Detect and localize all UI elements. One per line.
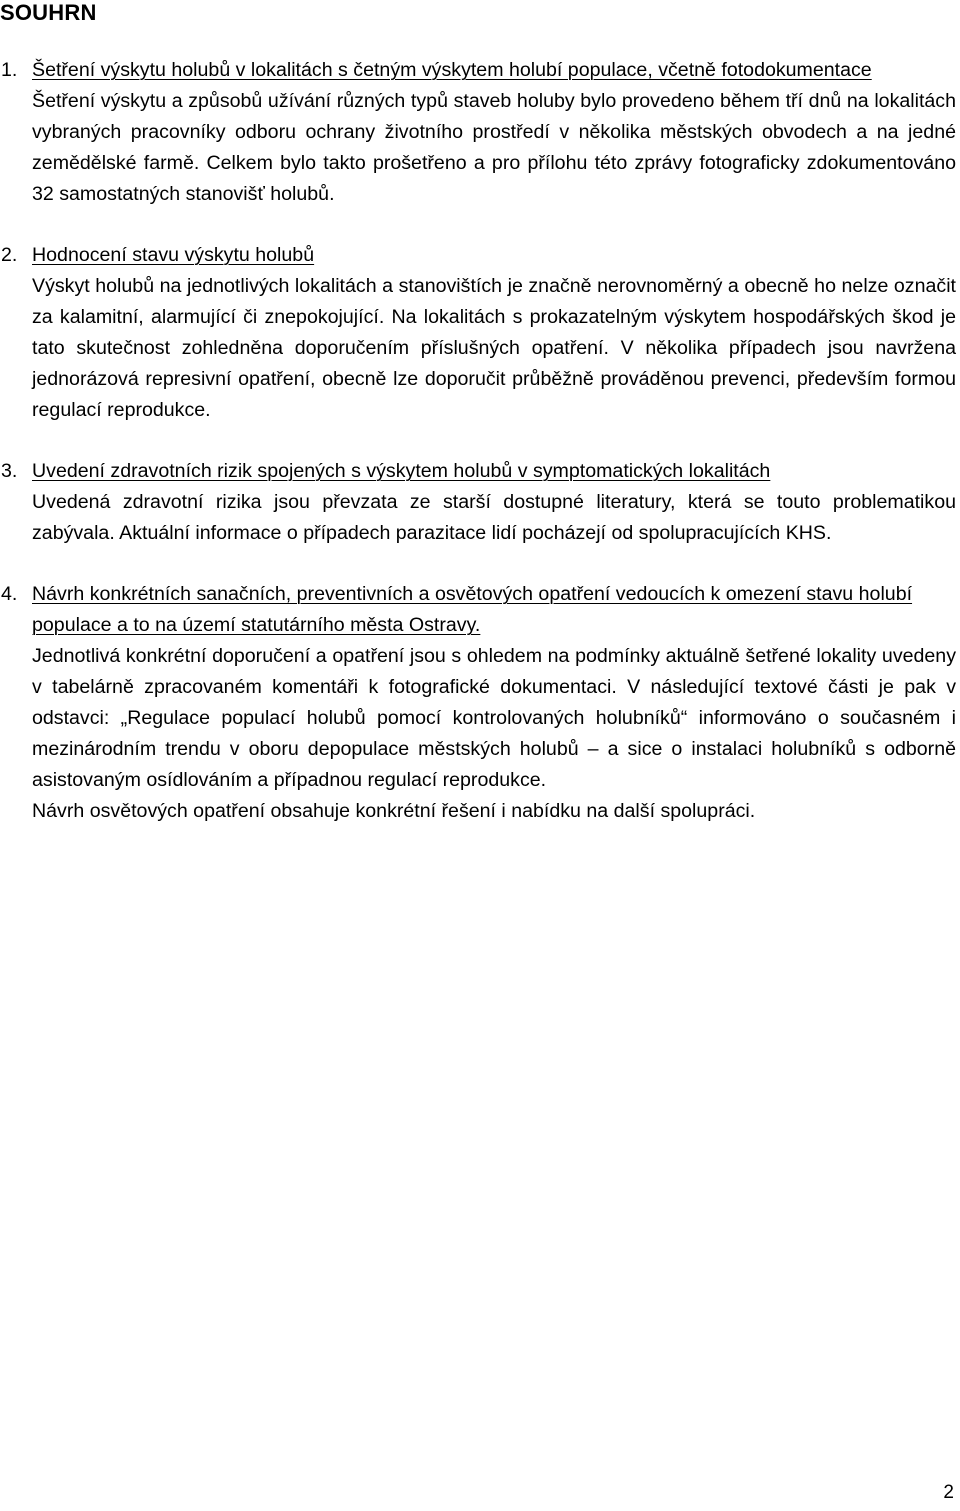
- section-heading-text: Šetření výskytu holubů v lokalitách s četným výskytem holubí populace, včetně fotodokumentace: [32, 59, 872, 81]
- document-body: [1, 55, 956, 857]
- section-3: [1, 456, 956, 549]
- section-heading: [1, 240, 956, 271]
- page-number: 2: [943, 1482, 954, 1503]
- section-paragraph: Šetření výskytu a způsobů užívání různých typů staveb holuby bylo provedeno během tří dnů na lokalitách vybraných pracovníky odboru ochrany životního prostředí v několika městských obvodech a na jedné zemědělské farmě. Celkem bylo takto prošetřeno a pro přílohu této zprávy fotograficky zdokumentováno 32 samostatných stanovišť holubů.: [32, 90, 956, 205]
- section-heading: [1, 579, 956, 641]
- section-heading-text: Hodnocení stavu výskytu holubů: [32, 244, 315, 266]
- section-1: [1, 55, 956, 210]
- section-number: 3.: [1, 460, 18, 482]
- section-paragraph: Jednotlivá konkrétní doporučení a opatření jsou s ohledem na podmínky aktuálně šetřené lokality uvedeny v tabelárně zpracovaném komentáři k fotografické dokumentaci. V následující textové části je pak v odstavci: „Regulace populací holubů pomocí kontrolovaných holubníků“ informováno o současném i mezinárodním trendu v oboru depopulace městských holubů – a sice o instalaci holubníků s odborně asistovaným osídlováním a případnou regulací reprodukce.: [32, 645, 956, 791]
- section-number: 4.: [1, 583, 18, 605]
- section-heading: [1, 55, 956, 86]
- section-paragraph: Návrh osvětových opatření obsahuje konkrétní řešení i nabídku na další spolupráci.: [32, 800, 756, 822]
- section-heading-text: Uvedení zdravotních rizik spojených s výskytem holubů v symptomatických lokalitách: [32, 460, 771, 482]
- section-4: [1, 579, 956, 827]
- section-number: 1.: [1, 59, 18, 81]
- section-paragraph: Výskyt holubů na jednotlivých lokalitách a stanovištích je značně nerovnoměrný a obecně ho nelze označit za kalamitní, alarmující či znepokojující. Na lokalitách s prokazatelným výskytem hospodářských škod je tato skutečnost zohledněna doporučením příslušných opatření. V několika případech jsou navržena jednorázová represivní opatření, obecně lze doporučit průběžně prováděnou prevenci, především formou regulací reprodukce.: [32, 275, 956, 421]
- section-heading: [1, 456, 956, 487]
- section-paragraph: Uvedená zdravotní rizika jsou převzata ze starší dostupné literatury, která se touto problematikou zabývala. Aktuální informace o případech parazitace lidí pocházejí od spolupracujících KHS.: [32, 491, 956, 544]
- page-title: SOUHRN: [0, 0, 97, 25]
- section-heading-text: Návrh konkrétních sanačních, preventivních a osvětových opatření vedoucích k omezení stavu holubí populace a to na území statutárního města Ostravy.: [32, 583, 913, 636]
- section-number: 2.: [1, 244, 18, 266]
- section-2: [1, 240, 956, 426]
